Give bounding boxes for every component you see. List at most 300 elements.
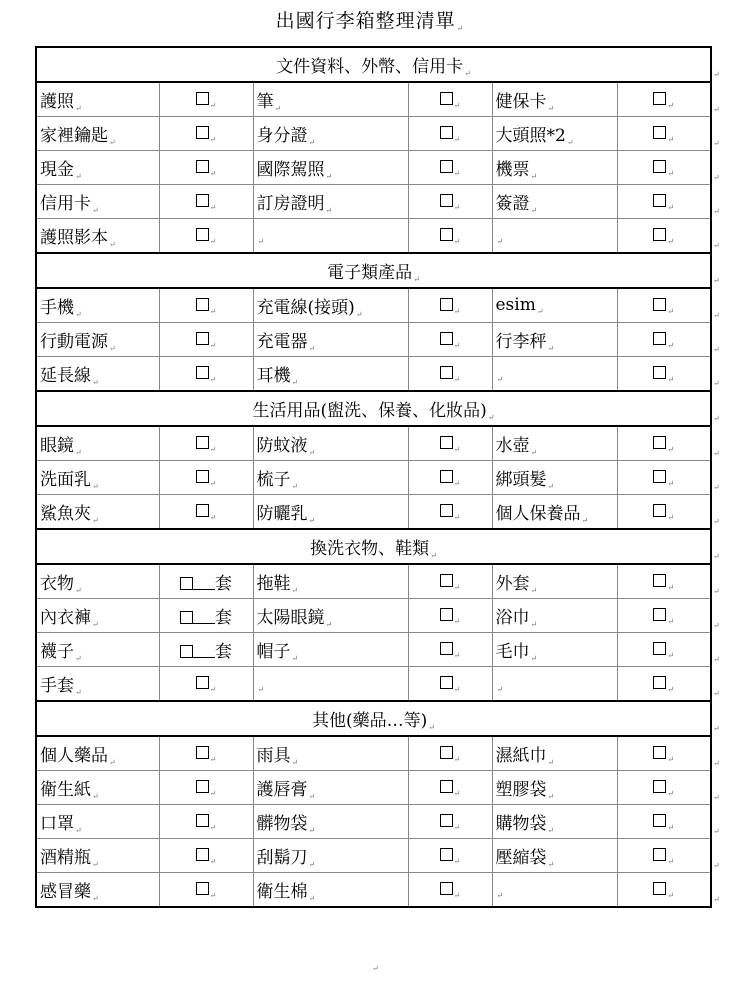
checkbox-cell	[159, 633, 253, 667]
section-heading	[36, 47, 711, 82]
item-label: 衛生紙	[40, 779, 91, 800]
checkbox[interactable]	[653, 92, 666, 105]
paragraph-mark: ↵	[547, 343, 555, 353]
paragraph-mark: ↵	[487, 412, 495, 422]
checkbox[interactable]	[440, 504, 453, 517]
quantity-blank[interactable]	[193, 609, 215, 624]
checkbox[interactable]	[196, 814, 209, 827]
paragraph-mark: ↵	[92, 377, 99, 387]
checkbox[interactable]	[196, 780, 209, 793]
checkbox[interactable]	[653, 228, 666, 241]
checkbox[interactable]	[180, 577, 193, 590]
checkbox-cell	[617, 771, 711, 805]
row-end-mark: ↵	[713, 620, 720, 630]
checkbox[interactable]	[440, 470, 453, 483]
checkbox[interactable]	[653, 608, 666, 621]
item-label: 眼鏡	[40, 435, 74, 456]
paragraph-mark: ↵	[496, 891, 504, 900]
item-label: 大頭照*2	[495, 125, 566, 146]
paragraph-mark: ↵	[453, 307, 461, 316]
paragraph-mark: ↵	[92, 515, 99, 525]
item-label: 洗面乳	[40, 469, 91, 490]
checkbox-cell	[408, 839, 492, 873]
checkbox-cell	[408, 426, 492, 461]
paragraph-mark: ↵	[209, 513, 217, 522]
checkbox-cell	[408, 873, 492, 908]
paragraph-mark: ↵	[325, 205, 333, 215]
title-text: 出國行李箱整理清單	[275, 10, 456, 32]
item-label: 手套	[40, 675, 74, 696]
item-label-cell	[253, 185, 408, 219]
paragraph-mark: ↵	[667, 685, 675, 694]
section-heading-text: 生活用品(盥洗、保養、化妝品)	[252, 400, 487, 421]
paragraph-mark: ↵	[92, 205, 99, 215]
checkbox-cell	[408, 633, 492, 667]
paragraph-mark: ↵	[530, 619, 538, 629]
paragraph-mark: ↵	[413, 274, 420, 284]
row-end-mark: ↵	[713, 552, 720, 561]
paragraph-mark: ↵	[109, 757, 116, 767]
paragraph-mark: ↵	[209, 135, 217, 144]
checkbox-cell	[617, 805, 711, 839]
item-label-cell	[253, 805, 408, 839]
checkbox[interactable]	[653, 298, 666, 311]
item-label: 手機	[40, 297, 74, 318]
item-label-cell	[492, 288, 617, 323]
item-label: 行動電源	[40, 331, 108, 352]
checkbox[interactable]	[180, 611, 193, 624]
checkbox[interactable]	[440, 814, 453, 827]
paragraph-mark: ↵	[496, 685, 504, 694]
checkbox[interactable]	[653, 882, 666, 895]
paragraph-mark: ↵	[209, 375, 217, 384]
row-end-mark: ↵	[713, 586, 720, 596]
checkbox-cell	[617, 839, 711, 873]
checkbox[interactable]	[440, 228, 453, 241]
item-label: 壓縮袋	[495, 847, 547, 868]
checkbox-cell	[408, 736, 492, 771]
checklist-row	[36, 426, 711, 461]
section-heading	[36, 529, 711, 564]
quantity-blank[interactable]	[193, 643, 215, 658]
item-label: 個人藥品	[40, 745, 108, 766]
paragraph-mark: ↵	[75, 687, 82, 697]
paragraph-mark: ↵	[667, 237, 675, 246]
paragraph-mark: ↵	[530, 653, 538, 663]
checklist-row	[36, 736, 711, 771]
checkbox[interactable]	[653, 366, 666, 379]
checkbox[interactable]	[653, 194, 666, 207]
checkbox[interactable]	[653, 504, 666, 517]
checkbox-cell	[408, 357, 492, 392]
checkbox-cell	[159, 599, 253, 633]
item-label-cell	[253, 667, 408, 702]
item-label-cell	[492, 599, 617, 633]
checklist-row	[36, 495, 711, 530]
item-label-cell	[492, 151, 617, 185]
paragraph-mark: ↵	[667, 101, 675, 110]
paragraph-mark: ↵	[209, 891, 217, 900]
checkbox-cell	[159, 771, 253, 805]
checkbox-cell	[408, 323, 492, 357]
paragraph-mark: ↵	[355, 309, 363, 319]
quantity-unit: 套	[215, 642, 232, 662]
checkbox[interactable]	[653, 814, 666, 827]
checkbox-cell	[617, 633, 711, 667]
item-label-cell	[36, 633, 159, 667]
paragraph-mark: ↵	[453, 789, 461, 798]
checkbox[interactable]	[653, 676, 666, 689]
paragraph-mark: ↵	[209, 823, 217, 832]
checklist-row	[36, 219, 711, 254]
paragraph-mark: ↵	[547, 757, 555, 767]
checkbox-cell	[617, 219, 711, 254]
section-heading	[36, 701, 711, 736]
checkbox[interactable]	[196, 332, 209, 345]
item-label-cell	[36, 117, 159, 151]
item-label: 感冒藥	[40, 881, 91, 902]
item-label-cell	[253, 599, 408, 633]
paragraph-mark: ↵	[566, 137, 574, 147]
checkbox-cell	[408, 82, 492, 117]
checkbox[interactable]	[440, 194, 453, 207]
checkbox-cell	[408, 771, 492, 805]
checkbox-cell	[617, 873, 711, 908]
item-label-cell	[492, 461, 617, 495]
paragraph-mark: ↵	[291, 377, 299, 387]
paragraph-mark: ↵	[530, 205, 538, 215]
paragraph-mark: ↵	[209, 755, 217, 764]
item-label-cell	[253, 426, 408, 461]
item-label-cell	[36, 873, 159, 908]
checkbox[interactable]	[440, 92, 453, 105]
checkbox-cell	[159, 805, 253, 839]
item-label-cell	[36, 736, 159, 771]
checkbox[interactable]	[653, 780, 666, 793]
item-label: 內衣褲	[40, 607, 91, 628]
item-label: 帽子	[256, 641, 291, 662]
item-label-cell	[36, 219, 159, 254]
quantity-unit: 套	[215, 608, 232, 628]
item-label-cell	[36, 323, 159, 357]
checkbox-cell	[617, 495, 711, 530]
paragraph-mark: ↵	[547, 791, 555, 801]
item-label: 行李秤	[495, 331, 547, 352]
checkbox-cell	[159, 839, 253, 873]
paragraph-mark: ↵	[453, 101, 461, 110]
checkbox[interactable]	[440, 332, 453, 345]
row-end-mark: ↵	[713, 792, 720, 802]
item-label-cell	[492, 426, 617, 461]
paragraph-mark: ↵	[209, 789, 217, 798]
paragraph-mark: ↵	[667, 445, 675, 454]
row-end-mark: ↵	[713, 241, 720, 250]
item-label-cell	[492, 805, 617, 839]
checkbox[interactable]	[196, 676, 209, 689]
checkbox[interactable]	[196, 126, 209, 139]
checkbox[interactable]	[196, 746, 209, 759]
paragraph-mark: ↵	[257, 685, 265, 694]
checklist-row	[36, 599, 711, 633]
item-label: 健保卡	[495, 91, 547, 112]
checkbox[interactable]	[196, 298, 209, 311]
paragraph-mark: ↵	[325, 171, 333, 181]
paragraph-mark: ↵	[667, 341, 675, 350]
item-label: 護照影本	[40, 227, 108, 248]
item-label-cell	[36, 839, 159, 873]
paragraph-mark: ↵	[667, 583, 675, 592]
checklist-row	[36, 805, 711, 839]
checkbox[interactable]	[653, 848, 666, 861]
paragraph-mark: ↵	[109, 239, 116, 249]
checkbox[interactable]	[196, 228, 209, 241]
section-heading-text: 其他(藥品…等)	[312, 710, 428, 731]
item-label-cell	[36, 426, 159, 461]
checkbox-cell	[617, 323, 711, 357]
checkbox[interactable]	[653, 470, 666, 483]
paragraph-mark: ↵	[308, 447, 316, 457]
checkbox[interactable]	[196, 92, 209, 105]
row-end-mark: ↵	[713, 379, 720, 388]
paragraph-mark: ↵	[92, 893, 99, 903]
row-end-mark: ↵	[713, 104, 720, 114]
item-label-cell	[492, 667, 617, 702]
item-label-cell	[253, 461, 408, 495]
checkbox-cell	[617, 564, 711, 599]
paragraph-mark: ↵	[667, 203, 675, 212]
checklist-row	[36, 151, 711, 185]
item-label-cell	[253, 82, 408, 117]
item-label: 水壺	[495, 435, 530, 456]
paragraph-mark: ↵	[209, 237, 217, 246]
paragraph-mark: ↵	[209, 203, 217, 212]
paragraph-mark: ↵	[209, 307, 217, 316]
item-label: 鯊魚夾	[40, 503, 91, 524]
item-label-cell	[36, 82, 159, 117]
paragraph-mark: ↵	[453, 135, 461, 144]
paragraph-mark: ↵	[667, 135, 675, 144]
paragraph-mark: ↵	[75, 825, 82, 835]
paragraph-mark: ↵	[581, 515, 589, 525]
checkbox-cell	[159, 82, 253, 117]
row-end-mark: ↵	[713, 310, 720, 320]
checkbox-cell	[617, 82, 711, 117]
paragraph-mark: ↵	[274, 103, 282, 113]
section-header-row	[36, 529, 711, 564]
item-label-cell	[492, 357, 617, 392]
checkbox[interactable]	[196, 160, 209, 173]
checkbox-cell	[159, 219, 253, 254]
checkbox-cell	[408, 667, 492, 702]
checkbox-cell	[159, 151, 253, 185]
paragraph-mark: ↵	[75, 653, 82, 663]
item-label: 訂房證明	[256, 193, 325, 214]
paragraph-mark: ↵	[547, 859, 555, 869]
paragraph-mark: ↵	[453, 375, 461, 384]
item-label-cell	[492, 185, 617, 219]
item-label-cell	[253, 151, 408, 185]
paragraph-mark: ↵	[453, 685, 461, 694]
paragraph-mark: ↵	[530, 447, 538, 457]
paragraph-mark: ↵	[667, 789, 675, 798]
checkbox[interactable]	[196, 194, 209, 207]
packing-checklist-table	[35, 46, 712, 908]
checklist-row	[36, 323, 711, 357]
item-label: 家裡鑰匙	[40, 125, 108, 146]
paragraph-mark: ↵	[453, 237, 461, 246]
item-label: 延長線	[40, 365, 91, 386]
paragraph-mark: ↵	[109, 343, 116, 353]
item-label-cell	[492, 564, 617, 599]
item-label: 刮鬍刀	[256, 847, 308, 868]
paragraph-mark: ↵	[209, 479, 217, 488]
checkbox-cell	[617, 599, 711, 633]
paragraph-mark: ↵	[308, 859, 316, 869]
checklist-row	[36, 82, 711, 117]
item-label-cell	[253, 839, 408, 873]
row-end-mark: ↵	[713, 689, 720, 698]
paragraph-mark: ↵	[75, 309, 82, 319]
checkbox[interactable]	[196, 504, 209, 517]
quantity-blank[interactable]	[193, 575, 215, 590]
section-header-row	[36, 253, 711, 288]
checkbox[interactable]	[180, 645, 193, 658]
paragraph-mark: ↵	[667, 651, 675, 660]
checkbox[interactable]	[440, 676, 453, 689]
row-end-mark: ↵	[713, 724, 720, 733]
item-label: 護唇膏	[256, 779, 308, 800]
checklist-row	[36, 633, 711, 667]
row-end-mark: ↵	[713, 482, 720, 492]
row-end-mark: ↵	[713, 654, 720, 664]
item-label-cell	[253, 357, 408, 392]
paragraph-mark: ↵	[291, 757, 299, 767]
checkbox[interactable]	[440, 160, 453, 173]
checkbox-cell	[159, 736, 253, 771]
paragraph-mark: ↵	[308, 515, 316, 525]
paragraph-mark: ↵	[308, 893, 316, 903]
checkbox[interactable]	[440, 848, 453, 861]
paragraph-mark: ↵	[75, 447, 82, 457]
checklist-row	[36, 357, 711, 392]
paragraph-mark: ↵	[667, 823, 675, 832]
checkbox[interactable]	[196, 882, 209, 895]
checkbox[interactable]	[653, 574, 666, 587]
checkbox[interactable]	[440, 366, 453, 379]
checkbox-cell	[159, 495, 253, 530]
item-label: 綁頭髮	[495, 469, 547, 490]
paragraph-mark: ↵	[308, 791, 316, 801]
section-header-row	[36, 391, 711, 426]
checkbox[interactable]	[440, 436, 453, 449]
item-label: 梳子	[256, 469, 291, 490]
row-end-mark: ↵	[713, 276, 720, 285]
checkbox[interactable]	[653, 642, 666, 655]
row-end-mark: ↵	[713, 895, 720, 904]
paragraph-mark: ↵	[667, 169, 675, 178]
checkbox[interactable]	[440, 298, 453, 311]
checkbox[interactable]	[196, 436, 209, 449]
checkbox[interactable]	[440, 746, 453, 759]
item-label: 髒物袋	[256, 813, 308, 834]
checkbox[interactable]	[440, 574, 453, 587]
paragraph-mark: ↵	[453, 755, 461, 764]
checkbox[interactable]	[653, 332, 666, 345]
paragraph-mark: ↵	[453, 823, 461, 832]
checkbox[interactable]	[440, 642, 453, 655]
paragraph-mark: ↵	[453, 445, 461, 454]
checkbox-cell	[159, 357, 253, 392]
paragraph-mark: ↵	[209, 445, 217, 454]
item-label-cell	[253, 564, 408, 599]
checkbox[interactable]	[653, 436, 666, 449]
item-label: 耳機	[256, 365, 291, 386]
section-header-row	[36, 47, 711, 82]
checkbox-cell	[617, 288, 711, 323]
checkbox[interactable]	[653, 746, 666, 759]
checklist-row	[36, 461, 711, 495]
paragraph-mark: ↵	[291, 481, 299, 491]
checkbox[interactable]	[196, 848, 209, 861]
checkbox[interactable]	[440, 126, 453, 139]
item-label: 拖鞋	[256, 573, 291, 594]
section-heading	[36, 253, 711, 288]
paragraph-mark: ↵	[453, 479, 461, 488]
paragraph-mark: ↵	[209, 169, 217, 178]
item-label-cell	[36, 599, 159, 633]
item-label-cell	[253, 771, 408, 805]
paragraph-mark: ↵	[667, 891, 675, 900]
checklist-row	[36, 185, 711, 219]
paragraph-mark: ↵	[291, 585, 299, 595]
paragraph-mark: ↵	[496, 375, 504, 384]
paragraph-mark: ↵	[453, 617, 461, 626]
paragraph-mark: ↵	[92, 481, 99, 491]
item-label-cell	[36, 805, 159, 839]
checkbox-cell	[408, 185, 492, 219]
checkbox[interactable]	[196, 366, 209, 379]
checkbox[interactable]	[440, 608, 453, 621]
item-label: 雨具	[256, 745, 291, 766]
paragraph-mark: ↵	[667, 513, 675, 522]
paragraph-mark: ↵	[464, 68, 471, 78]
row-end-mark: ↵	[713, 172, 720, 182]
item-label-cell	[253, 117, 408, 151]
paragraph-mark: ↵	[547, 481, 555, 491]
item-label-cell	[36, 495, 159, 530]
item-label: 口罩	[40, 813, 74, 834]
item-label-cell	[492, 771, 617, 805]
checkbox[interactable]	[196, 470, 209, 483]
paragraph-mark: ↵	[530, 585, 538, 595]
checkbox-cell	[159, 426, 253, 461]
paragraph-mark: ↵	[325, 619, 333, 629]
checkbox-cell	[408, 599, 492, 633]
checkbox[interactable]	[653, 160, 666, 173]
item-label-cell	[253, 736, 408, 771]
item-label-cell	[36, 461, 159, 495]
checkbox[interactable]	[440, 882, 453, 895]
checkbox[interactable]	[440, 780, 453, 793]
item-label: 衣物	[40, 573, 74, 594]
checklist-row	[36, 839, 711, 873]
checkbox[interactable]	[653, 126, 666, 139]
checklist-row	[36, 667, 711, 702]
checkbox-cell	[159, 323, 253, 357]
paragraph-mark: ↵	[547, 103, 555, 113]
checkbox-cell	[408, 219, 492, 254]
paragraph-mark: ↵	[667, 857, 675, 866]
